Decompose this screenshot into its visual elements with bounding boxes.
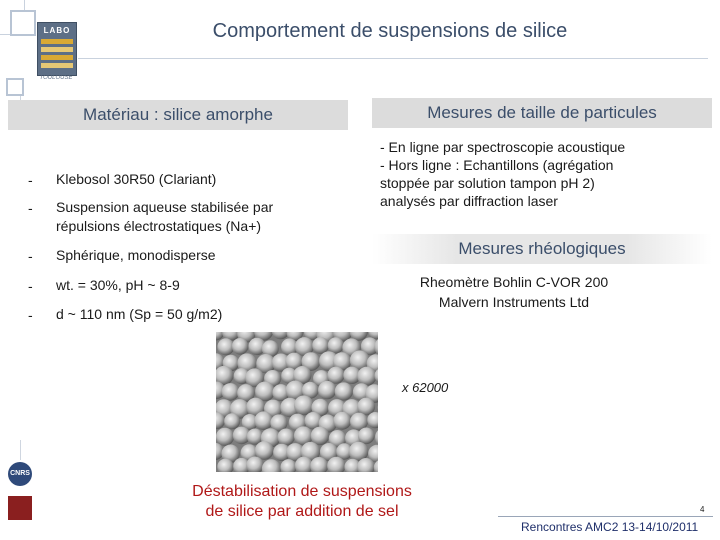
title-underline <box>78 58 708 59</box>
bullet-dash: - <box>28 248 33 264</box>
particle-size-line: analysés par diffraction laser <box>380 193 558 209</box>
silica-particle <box>318 381 336 399</box>
silica-particle <box>232 338 249 355</box>
bullet-dash: - <box>28 172 33 188</box>
page-title: Comportement de suspensions de silice <box>212 20 568 42</box>
particle-size-heading: Mesures de taille de particules <box>372 98 712 128</box>
silica-particle <box>254 411 273 430</box>
lab-logo-city: TOULOUSE <box>39 75 73 81</box>
silica-particle <box>327 367 344 384</box>
silica-particle <box>333 412 351 430</box>
cnrs-logo: CNRS <box>8 462 32 486</box>
rheometer-line: Rheomètre Bohlin C-VOR 200 <box>419 274 609 290</box>
footer-text: Rencontres AMC2 13-14/10/2011 <box>521 520 699 534</box>
particle-size-line: - Hors ligne : Echantillons (agrégation <box>380 157 614 173</box>
bullet-spherical: Sphérique, monodisperse <box>56 247 216 263</box>
footer-rule <box>498 516 713 517</box>
left-rule-bottom <box>20 440 21 460</box>
particle-size-line: - En ligne par spectroscopie acoustique <box>380 139 626 155</box>
corner-square-top <box>10 10 36 36</box>
conclusion-line: de silice par addition de sel <box>205 503 399 520</box>
bullet-klebosol: Klebosol 30R50 (Clariant) <box>56 171 217 187</box>
silica-particle <box>357 367 376 386</box>
lab-logo-text: LABO <box>43 26 71 35</box>
silica-particle <box>217 338 234 355</box>
bullet-dash: - <box>28 278 33 294</box>
lab-logo-band <box>41 47 73 52</box>
lab-logo-band <box>41 55 73 60</box>
rheometer-description <box>380 272 648 312</box>
bullet-suspension: Suspension aqueuse stabilisée par répulsions électrostatiques (Na+) <box>56 199 274 234</box>
silica-particle <box>222 383 240 401</box>
bullet-dash: - <box>28 200 33 216</box>
bullet-diameter: d ~ 110 nm (Sp = 50 g/m2) <box>56 306 223 322</box>
conclusion-text <box>152 482 452 522</box>
rheology-heading: Mesures rhéologiques <box>372 234 712 264</box>
conclusion-line: Déstabilisation de suspensions <box>192 483 412 500</box>
micrograph-image <box>216 332 378 472</box>
silica-micrograph <box>216 332 378 472</box>
particle-size-description <box>380 138 700 210</box>
silica-particle <box>328 337 344 353</box>
silica-particle <box>358 428 375 445</box>
rheometer-line: Malvern Instruments Ltd <box>438 294 590 310</box>
lab-logo-band <box>41 39 73 44</box>
silica-particle <box>294 395 314 415</box>
bullet-dash: - <box>28 307 33 323</box>
bullet-concentration: wt. = 30%, pH ~ 8-9 <box>56 277 180 293</box>
material-heading: Matériau : silice amorphe <box>8 100 348 130</box>
silica-particle <box>224 413 240 429</box>
lab-logo <box>37 22 77 76</box>
silica-particle <box>335 382 353 400</box>
university-logo <box>8 496 32 520</box>
lab-logo-band <box>41 63 73 68</box>
silica-particle <box>312 337 329 354</box>
magnification-label: x 62000 <box>402 380 449 395</box>
silica-particle <box>278 429 295 446</box>
particle-size-line: stoppée par solution tampon pH 2) <box>380 175 595 191</box>
page-number: 4 <box>700 505 705 514</box>
corner-square-bottom <box>6 78 24 96</box>
silica-particle <box>216 428 234 446</box>
